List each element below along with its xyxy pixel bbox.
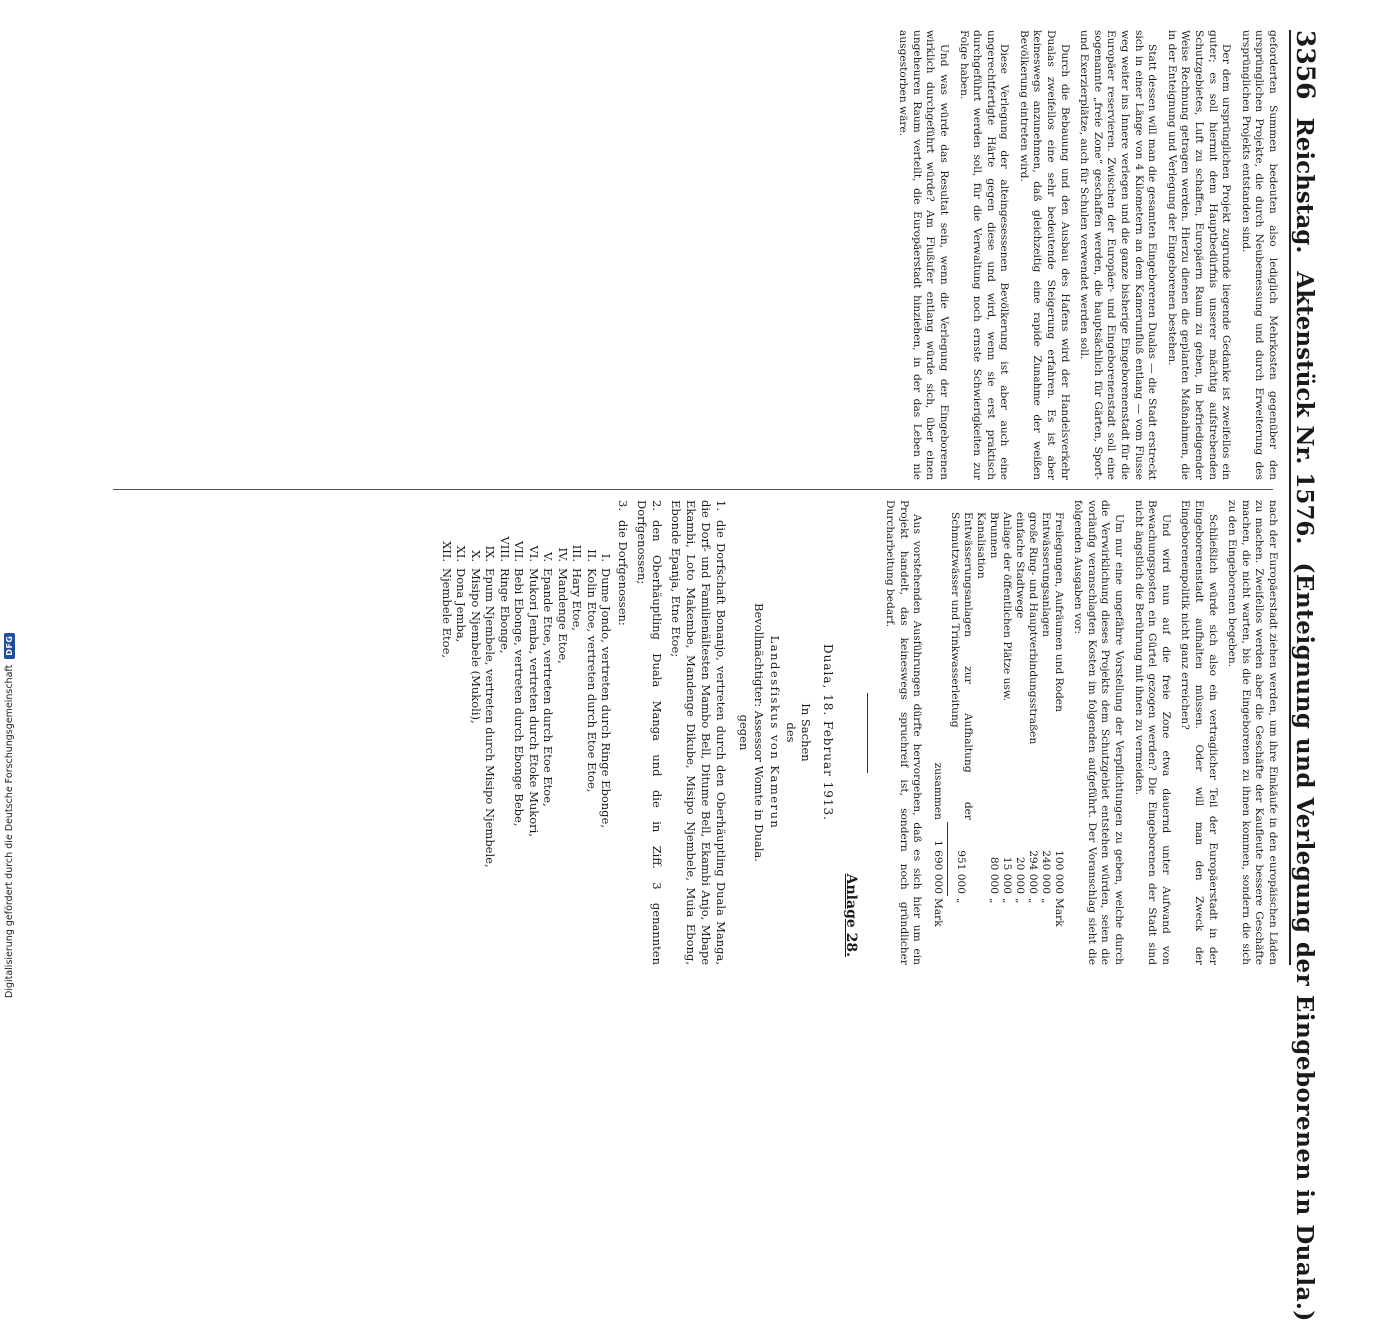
party-text: die Dorfgenossen: — [616, 520, 631, 626]
cost-item: große Ring- und Hauptverbindungsstraßen — [1026, 512, 1039, 745]
cost-row — [1026, 510, 1039, 930]
party-text: die Dorfschaft Bonanjo, vertreten durch den Oberhäuptling Duala Manga, die Dorf- und Familienältesten Mambo Bell, Ditume Bell, Ekambi Anjo, Mbape Ekambi, Loto Makembe, Mandenge Dikube, Misipo Njembele, Muia Ebong, Ebonde Epanja, Etne Etoe; — [669, 500, 729, 965]
member-text: Epande Etoe, vertreten durch Etoe Etoe, — [541, 568, 556, 807]
member-item — [439, 528, 454, 965]
member-text: Bebi Ebonge, vertreten durch Ebonge Bebe, — [512, 568, 527, 827]
party-item — [634, 500, 664, 965]
paragraph: Schließlich würde sich also ein vertraglicher Teil der Europäerstadt in der Eingeborenenstadt aufhalten müssen. Oder will man den Zweck der Eingeborenenpolitik nicht ganz erreichen? — [1179, 500, 1219, 965]
cost-item: Brunnen — [987, 512, 1000, 559]
paragraph: Um nur eine ungefähre Vorstellung der Verpflichtungen zu geben, welche durch die Verwirklichung dieses Projekts dem Schutzgebiet entstehen würden, seien die vorläufig veranschlagten Kosten im folgenden aufgeführt. Der Voranschlag sieht die folgenden Ausgaben vor: — [1072, 500, 1126, 965]
cost-unit: Mark — [1052, 898, 1065, 927]
member-item — [541, 528, 556, 965]
member-item — [483, 528, 498, 965]
document-number: Aktenstück Nr. 1576. — [1291, 271, 1318, 545]
paragraph: Und was würde das Resultat sein, wenn die Verlegung der Eingeborenen wirklich durchgeführt würde? Am Flußufer entlang würde sich, über einen ungeheuren Raum verteilt, die Europäerstadt hinziehen, in der das Leben nie ausgestorben wäre. — [897, 30, 950, 480]
member-item — [526, 528, 541, 965]
closing-paragraph: Aus vorstehenden Ausführungen dürfte hervorgehen, daß es sich hier um ein Projekt handelt, das keineswegs spruchreif ist, sondern noch gründlicher Durcharbeitung bedarf. — [884, 500, 924, 965]
column-divider — [113, 489, 1273, 490]
member-item — [497, 528, 512, 965]
cost-row — [1052, 510, 1065, 930]
member-list — [439, 528, 613, 965]
cost-item: Kanalisation — [974, 512, 987, 579]
member-numeral: VI. — [526, 545, 541, 562]
party-item — [668, 500, 728, 965]
credit-text: Digitalisierung gefördert durch die Deutsche Forschungsgemeinschaft — [4, 664, 15, 998]
member-item — [468, 528, 483, 965]
cost-row — [1039, 510, 1052, 930]
party-item — [439, 500, 630, 965]
paragraph: nach der Europäerstadt ziehen werden, um ihre Einkäufe in den europäischen Läden zu machen. Zweifellos werden aber die Geschäfte der Kaufleute bessere Geschäfte machen, die nicht warten, bis die Eingeborenen zu ihnen kommen, sondern die sich zu den Eingeborenen begeben. — [1226, 500, 1279, 965]
member-text: Njembele Etoe, — [439, 568, 454, 659]
cost-unit: „ — [1039, 898, 1052, 904]
member-text: Mandenge Etoe, — [555, 568, 570, 664]
member-numeral: VIII. — [497, 536, 512, 562]
left-column — [99, 30, 1279, 480]
member-text: Dona Jemba, — [454, 568, 469, 643]
cost-row — [948, 510, 974, 930]
member-numeral: II. — [584, 549, 599, 562]
case-intro-line: gegen — [736, 714, 751, 751]
plaintiff-name: Landesfiskus von Kamerun — [768, 635, 783, 830]
member-text: Kolin Etoe, vertreten durch Etoe Etoe, — [584, 568, 599, 793]
member-text: Epum Njembele, vertreten durch Misipo Njembele, — [483, 568, 498, 868]
case-intro-line: In Sachen — [799, 703, 814, 762]
member-item — [570, 528, 585, 965]
member-item — [599, 528, 614, 965]
document-title: (Enteignung und Verlegung der Eingeborenen in Duala.) — [1291, 562, 1318, 1322]
member-numeral: VII. — [512, 540, 527, 562]
source-label: Reichstag. — [1291, 117, 1318, 254]
cost-total-label: zusammen — [932, 762, 945, 820]
cost-unit: „ — [1000, 898, 1013, 904]
cost-unit: „ — [955, 898, 968, 904]
cost-row — [974, 510, 987, 930]
member-numeral: XI. — [454, 545, 469, 562]
dateline: Duala, 18. Februar 1913. — [820, 644, 835, 821]
member-numeral: III. — [570, 544, 585, 562]
member-numeral: X. — [468, 550, 483, 562]
plaintiff-representative: Bevollmächtigter: Assessor Womte in Duala. — [752, 603, 767, 862]
paragraph: Der dem ursprünglichen Projekt zugrunde liegende Gedanke ist zweifellos ein guter; es soll hiermit dem Hauptbedürfnis unserer mächtig aufstrebenden Schutzgebietes, Luft zu schaffen, Europäern Raum zu geben, in befriedigender Weise Rechnung getragen werden. Hierzu dienen die geplanten Maßnahmen, die in der Enteignung und Verlegung der Eingeborenen bestehen. — [1165, 30, 1233, 480]
cost-unit: „ — [1026, 898, 1039, 904]
member-text: Hary Etoe, — [570, 568, 585, 631]
member-item — [454, 528, 469, 965]
cost-amount: 15 000 — [1000, 856, 1013, 894]
cost-amount: 100 000 — [1052, 850, 1065, 894]
cost-amount: 20 000 — [1013, 856, 1026, 894]
member-numeral: V. — [541, 552, 556, 562]
member-item — [555, 528, 570, 965]
page-number: 3356 — [1291, 30, 1320, 100]
party-number: 3. — [616, 500, 631, 511]
party-number: 1. — [714, 500, 729, 511]
appendix-heading: Anlage 28. — [843, 873, 860, 957]
member-text: Ringe Ebonge, — [497, 568, 512, 654]
cost-amount: 294 000 — [1026, 850, 1039, 894]
cost-row — [987, 510, 1000, 930]
party-number: 2. — [650, 500, 665, 511]
cost-total-row — [931, 510, 948, 930]
party-list — [439, 500, 728, 965]
cost-row — [1000, 510, 1013, 930]
cost-table — [931, 510, 1065, 930]
cost-item: einfache Stadtwege — [1013, 512, 1026, 619]
member-item — [584, 528, 599, 965]
case-intro-line: des — [783, 722, 798, 743]
cost-unit: „ — [987, 898, 1000, 904]
paragraph: Durch die Bebauung und den Ausbau des Hafens wird der Handelsverkehr Dualas zweifellos eine sehr bedeutende Steigerung erfahren. Es ist aber keineswegs anzunehmen, daß gleichzeitig eine rapide Zunahme der weißen Bevölkerung eintreten wird. — [1017, 30, 1071, 480]
cost-item: Freilegungen, Aufräumen und Roden — [1052, 512, 1065, 712]
right-column — [99, 500, 1279, 965]
cost-item: Entwässerungsanlagen zur Aufhaltung der Schmutzwässer und Trinkwasserleitung — [948, 512, 974, 820]
cost-unit — [974, 896, 987, 930]
cost-row — [1013, 510, 1026, 930]
member-text: Dume Jondo, vertreten durch Ringe Ebonge, — [599, 568, 614, 828]
paragraph: Und wird nun auf die freie Zone etwa dauernd unter Aufwand von Bewachungsposten ein Gürtel gezogen werden? Die Eingeborenen der Stadt sind nicht ängstlich die Berührung mit ihnen zu vermeiden. — [1132, 500, 1172, 965]
cost-total-amount: 1 690 000 — [932, 840, 945, 894]
member-numeral: IX. — [483, 545, 498, 562]
member-text: Mukori Jemba, vertreten durch Etoke Mukori, — [526, 568, 541, 838]
paragraph: Diese Verlegung der alteingesessenen Bevölkerung ist aber auch eine ungerechtfertigte Härte gegen diese und wird, wenn sie erst praktisch durchgeführt werden soll, für die Verwaltung noch ernste Schwierigkeiten zur Folge haben. — [957, 30, 1011, 480]
member-numeral: IV. — [555, 547, 570, 562]
paragraph: Statt dessen will man die gesamten Eingeborenen Dualas — die Stadt erstreckt sich in einer Länge von 4 Kilometern an dem Kamerunfluß entlang — vom Flusse weg weiter ins Innere verlegen und die ganze bisherige Eingeborenenstadt für die Europäer reservieren. Zwischen der Europäer- und Eingeborenenstadt soll eine sogenannte „freie Zone“ geschaffen werden, die hauptsächlich für Gärten, Sport- und Exerzierplätze, auch für Schulen verwendet werden soll. — [1078, 30, 1159, 480]
party-text: den Oberhäuptling Duala Manga und die in Ziff. 3 genannten Dorfgenossen; — [635, 500, 665, 965]
cost-total-unit: Mark — [932, 898, 945, 927]
cost-amount: 240 000 — [1039, 850, 1052, 894]
section-divider — [867, 693, 868, 773]
member-numeral: XII. — [439, 541, 454, 562]
cost-amount: 80 000 — [987, 856, 1000, 894]
cost-item: Anlage der öffentlichen Plätze usw. — [1000, 512, 1013, 702]
cost-amount: 951 000 — [948, 822, 974, 896]
dfg-logo: DFG — [4, 633, 15, 659]
member-item — [512, 528, 527, 965]
cost-unit: „ — [1013, 898, 1026, 904]
cost-item: Entwässerungsanlagen — [1039, 512, 1052, 637]
member-numeral: I. — [599, 553, 614, 562]
cost-amount — [974, 822, 987, 896]
page-header — [1289, 30, 1327, 1322]
paragraph: geforderten Summen bedeuten also lediglich Mehrkosten gegenüber den ursprünglichen Projekte, die durch Neubemessung und durch Erweiterung des ursprünglichen Projekts entstanden sind. — [1239, 30, 1279, 480]
digitization-footer — [4, 633, 15, 998]
member-text: Misipo Njembele (Mukoli), — [468, 568, 483, 724]
